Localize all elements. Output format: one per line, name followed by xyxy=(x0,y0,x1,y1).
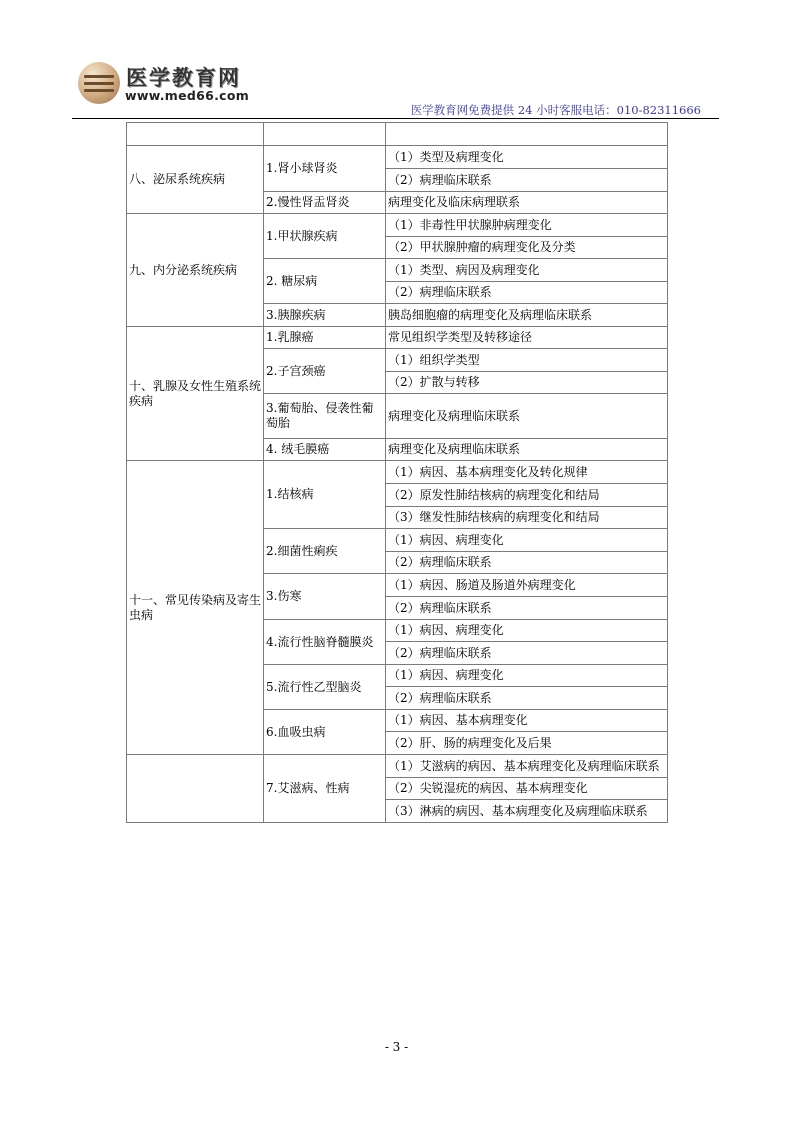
content-cell: （2）甲状腺肿瘤的病理变化及分类 xyxy=(386,237,668,259)
disease-cell: 2.慢性肾盂肾炎 xyxy=(264,192,386,214)
content-cell: （1）组织学类型 xyxy=(386,349,668,372)
content-cell: （1）病因、病理变化 xyxy=(386,529,668,552)
table-row xyxy=(127,755,668,778)
logo-emblem-icon xyxy=(78,62,120,104)
content-cell: （2）病理临床联系 xyxy=(386,169,668,192)
disease-cell: 3.胰腺疾病 xyxy=(264,304,386,327)
table-cell xyxy=(386,123,668,146)
disease-cell: 5.流行性乙型脑炎 xyxy=(264,665,386,710)
content-cell: 病理变化及临床病理联系 xyxy=(386,192,668,214)
disease-cell: 1.乳腺癌 xyxy=(264,327,386,349)
table-row xyxy=(127,214,668,237)
table-cell xyxy=(127,123,264,146)
category-cell xyxy=(127,755,264,823)
content-cell: （2）病理临床联系 xyxy=(386,597,668,620)
content-cell: （1）类型及病理变化 xyxy=(386,146,668,169)
category-cell: 十、乳腺及女性生殖系统疾病 xyxy=(127,327,264,461)
table-row xyxy=(127,461,668,484)
disease-cell: 2.子宫颈癌 xyxy=(264,349,386,394)
content-cell: （2）原发性肺结核病的病理变化和结局 xyxy=(386,484,668,507)
content-cell: （3）淋病的病因、基本病理变化及病理临床联系 xyxy=(386,800,668,823)
content-cell: （2）病理临床联系 xyxy=(386,687,668,710)
content-cell: （1）病因、病理变化 xyxy=(386,665,668,687)
page-number: - 3 - xyxy=(384,1040,409,1054)
disease-cell: 2.细菌性痢疾 xyxy=(264,529,386,574)
content-cell: 病理变化及病理临床联系 xyxy=(386,394,668,439)
content-cell: （2）病理临床联系 xyxy=(386,642,668,665)
disease-cell: 7.艾滋病、性病 xyxy=(264,755,386,823)
category-cell: 九、内分泌系统疾病 xyxy=(127,214,264,327)
disease-cell: 3.葡萄胎、侵袭性葡萄胎 xyxy=(264,394,386,439)
content-cell: 病理变化及病理临床联系 xyxy=(386,439,668,461)
category-cell: 十一、常见传染病及寄生虫病 xyxy=(127,461,264,755)
disease-cell: 1.结核病 xyxy=(264,461,386,529)
syllabus-table xyxy=(126,122,668,823)
content-cell: （2）尖锐湿疣的病因、基本病理变化 xyxy=(386,778,668,800)
table-row xyxy=(127,327,668,349)
content-cell: （3）继发性肺结核病的病理变化和结局 xyxy=(386,507,668,529)
disease-cell: 1.甲状腺疾病 xyxy=(264,214,386,259)
disease-cell: 1.肾小球肾炎 xyxy=(264,146,386,192)
disease-cell: 4. 绒毛膜癌 xyxy=(264,439,386,461)
logo-title: 医学教育网 xyxy=(126,66,241,90)
table-row xyxy=(127,146,668,169)
site-logo xyxy=(78,60,278,110)
header-divider xyxy=(72,118,719,119)
disease-cell: 3.伤寒 xyxy=(264,574,386,620)
content-cell: （1）病因、病理变化 xyxy=(386,620,668,642)
content-cell: 胰岛细胞瘤的病理变化及病理临床联系 xyxy=(386,304,668,327)
content-cell: （1）类型、病因及病理变化 xyxy=(386,259,668,282)
table-row xyxy=(127,123,668,146)
content-cell: （2）病理临床联系 xyxy=(386,552,668,574)
disease-cell: 4.流行性脑脊髓膜炎 xyxy=(264,620,386,665)
content-cell: 常见组织学类型及转移途径 xyxy=(386,327,668,349)
content-cell: （1）病因、基本病理变化 xyxy=(386,710,668,732)
content-cell: （1）病因、基本病理变化及转化规律 xyxy=(386,461,668,484)
table-cell xyxy=(264,123,386,146)
logo-url: www.med66.com xyxy=(125,88,250,103)
content-cell: （1）艾滋病的病因、基本病理变化及病理临床联系 xyxy=(386,755,668,778)
content-cell: （2）肝、肠的病理变化及后果 xyxy=(386,732,668,755)
content-cell: （1）非毒性甲状腺肿病理变化 xyxy=(386,214,668,237)
disease-cell: 6.血吸虫病 xyxy=(264,710,386,755)
content-cell: （2）扩散与转移 xyxy=(386,372,668,394)
header-service-hotline: 医学教育网免费提供 24 小时客服电话：010-82311666 xyxy=(410,103,701,117)
disease-cell: 2. 糖尿病 xyxy=(264,259,386,304)
content-cell: （1）病因、肠道及肠道外病理变化 xyxy=(386,574,668,597)
content-cell: （2）病理临床联系 xyxy=(386,282,668,304)
category-cell: 八、泌尿系统疾病 xyxy=(127,146,264,214)
